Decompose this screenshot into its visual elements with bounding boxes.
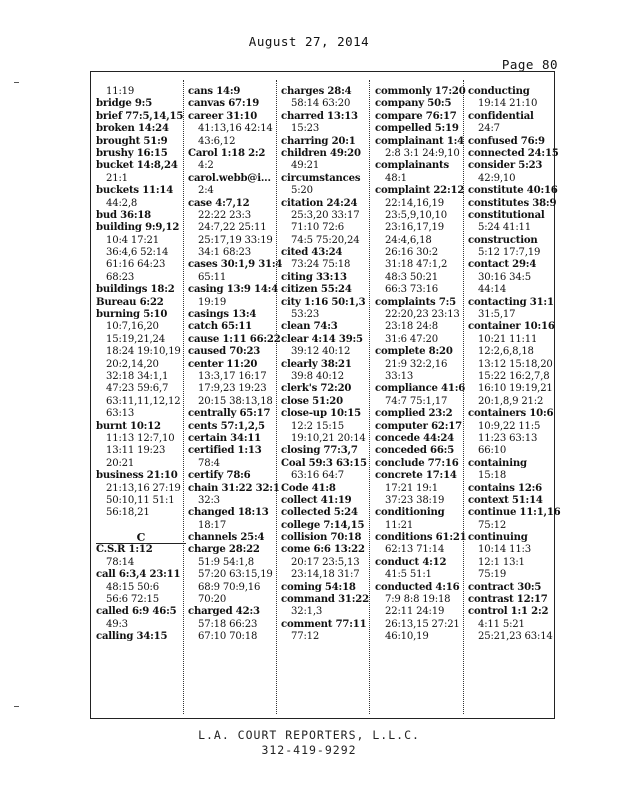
- index-term: charring 20:1: [281, 135, 356, 147]
- index-term: continue 11:1,16: [468, 507, 561, 519]
- index-line: 74:5 75:20,24: [291, 234, 360, 246]
- index-term: containers 10:6: [468, 408, 554, 420]
- index-line: 5:12 17:7,19: [478, 247, 541, 259]
- index-term: certified 1:13: [188, 445, 262, 457]
- index-line: 15:22 16:2,7,8: [478, 370, 550, 382]
- index-line: 33:13: [385, 370, 414, 382]
- index-line: 75:19: [478, 569, 507, 581]
- index-line: 18:17: [198, 519, 227, 531]
- index-term: career 31:10: [188, 110, 258, 122]
- index-term: call 6:3,4 23:11: [96, 569, 181, 581]
- index-line: 32:18 34:1,1: [106, 370, 169, 382]
- index-line: 19:10,21 20:14: [291, 432, 366, 444]
- index-term: concede 44:24: [375, 432, 454, 444]
- index-line: 15:23: [291, 123, 320, 135]
- index-term: brushy 16:15: [96, 147, 168, 159]
- index-line: 26:16 30:2: [385, 247, 438, 259]
- index-line: 48:15 50:6: [106, 581, 159, 593]
- index-term: constitute 40:16: [468, 185, 558, 197]
- index-term: concrete 17:14: [375, 470, 457, 482]
- index-frame: [90, 71, 561, 719]
- index-line: 12:2 15:15: [291, 420, 344, 432]
- index-term: calling 34:15: [96, 631, 168, 643]
- index-term: conducting: [468, 86, 530, 97]
- index-term: college 7:14,15: [281, 519, 365, 531]
- index-term: collected 5:24: [281, 507, 358, 519]
- index-line: 44:2,8: [106, 197, 138, 209]
- index-line: 11:13 12:7,10: [106, 432, 175, 444]
- index-line: 20:2,14,20: [106, 358, 159, 370]
- index-term: certify 78:6: [188, 470, 251, 482]
- index-line: 2:4: [198, 185, 214, 197]
- index-line: 23:18 24:8: [385, 321, 438, 333]
- index-line: 15:19,21,24: [106, 333, 165, 345]
- index-line: 24:7,22 25:11: [198, 222, 267, 234]
- index-term: centrally 65:17: [188, 408, 271, 420]
- index-term: containing: [468, 457, 527, 469]
- index-line: 23:16,17,19: [385, 222, 444, 234]
- index-line: 31:18 47:1,2: [385, 259, 448, 271]
- index-line: 13:3,17 16:17: [198, 370, 267, 382]
- index-term: conceded 66:5: [375, 445, 455, 457]
- index-term: citing 33:13: [281, 271, 347, 283]
- index-line: 50:10,11 51:1: [106, 494, 175, 506]
- section-letter: C: [96, 532, 186, 544]
- index-term: city 1:16 50:1,3: [281, 296, 366, 308]
- index-term: Carol 1:18 2:2: [188, 147, 266, 159]
- index-term: charges 28:4: [281, 86, 352, 97]
- index-term: bucket 14:8,24: [96, 160, 178, 172]
- index-line: 57:18 66:23: [198, 618, 258, 630]
- index-line: 5:20: [291, 185, 313, 197]
- index-line: 15:18: [478, 470, 507, 482]
- index-term: collect 41:19: [281, 494, 352, 506]
- index-term: clerk's 72:20: [281, 383, 352, 395]
- index-term: complied 23:2: [375, 408, 453, 420]
- index-term: children 49:20: [281, 147, 361, 159]
- index-line: 17:21 19:1: [385, 482, 438, 494]
- index-term: context 51:14: [468, 494, 543, 506]
- index-line: 10:21 11:11: [478, 333, 538, 345]
- index-line: 26:13,15 27:21: [385, 618, 460, 630]
- index-column-1: [96, 86, 186, 644]
- index-line: 25:17,19 33:19: [198, 234, 273, 246]
- index-line: 41:5 51:1: [385, 569, 432, 581]
- index-line: 16:10 19:19,21: [478, 383, 553, 395]
- index-column-2: [188, 86, 283, 644]
- index-term: command 31:22: [281, 594, 369, 606]
- index-line: 75:12: [478, 519, 507, 531]
- index-line: 24:4,6,18: [385, 234, 432, 246]
- index-term: building 9:9,12: [96, 222, 180, 234]
- index-term: caused 70:23: [188, 346, 261, 358]
- index-term: confused 76:9: [468, 135, 545, 147]
- index-term: commonly 17:20: [375, 86, 466, 97]
- index-line: 56:6 72:15: [106, 594, 159, 606]
- index-line: 4:2: [198, 160, 214, 172]
- index-term: complaint 22:12: [375, 185, 465, 197]
- index-term: C.S.R 1:12: [96, 544, 153, 556]
- index-line: 20:21: [106, 457, 135, 469]
- index-line: 21:1: [106, 172, 128, 184]
- index-line: 43:6,12: [198, 135, 236, 147]
- index-term: close-up 10:15: [281, 408, 361, 420]
- footer-phone: 312-419-9292: [261, 743, 357, 757]
- index-column-3: [281, 86, 371, 644]
- index-line: 10:4 17:21: [106, 234, 159, 246]
- index-line: 20:15 38:13,18: [198, 395, 273, 407]
- margin-mark: [14, 82, 19, 83]
- index-term: chain 31:22 32:1: [188, 482, 280, 494]
- index-term: contacting 31:1: [468, 296, 554, 308]
- index-term: canvas 67:19: [188, 98, 260, 110]
- index-term: clear 4:14 39:5: [281, 333, 363, 345]
- index-term: closing 77:3,7: [281, 445, 358, 457]
- index-line: 18:24 19:10,19: [106, 346, 181, 358]
- index-line: 56:18,21: [106, 507, 150, 519]
- index-line: 73:24 75:18: [291, 259, 351, 271]
- index-term: catch 65:11: [188, 321, 252, 333]
- index-line: 71:10 72:6: [291, 222, 344, 234]
- index-term: Bureau 6:22: [96, 296, 164, 308]
- index-term: buildings 18:2: [96, 284, 175, 296]
- index-term: cents 57:1,2,5: [188, 420, 265, 432]
- index-line: 53:23: [291, 309, 320, 321]
- index-term: coming 54:18: [281, 581, 356, 593]
- index-term: conditions 61:21: [375, 532, 467, 544]
- index-term: Coal 59:3 63:15: [281, 457, 367, 469]
- index-line: 63:16 64:7: [291, 470, 344, 482]
- margin-mark: [14, 706, 19, 707]
- index-column-4: [375, 86, 465, 644]
- index-term: called 6:9 46:5: [96, 606, 177, 618]
- index-term: channels 25:4: [188, 532, 265, 544]
- index-term: cases 30:1,9 31:4: [188, 259, 283, 271]
- footer-company: L.A. COURT REPORTERS, L.L.C.: [198, 728, 420, 742]
- index-term: confidential: [468, 110, 534, 122]
- index-line: 25:21,23 63:14: [478, 631, 553, 643]
- index-term: charred 13:13: [281, 110, 358, 122]
- index-line: 51:9 54:1,8: [198, 556, 254, 568]
- index-term: changed 18:13: [188, 507, 269, 519]
- index-line: 66:10: [478, 445, 507, 457]
- index-line: 2:8 3:1 24:9,10: [385, 147, 460, 159]
- index-term: Code 41:8: [281, 482, 336, 494]
- index-term: complete 8:20: [375, 346, 453, 358]
- index-line: 42:9,10: [478, 172, 516, 184]
- index-line: 12:1 13:1: [478, 556, 525, 568]
- index-column-5: [468, 86, 561, 644]
- index-term: bud 36:18: [96, 209, 151, 221]
- index-term: contrast 12:17: [468, 594, 548, 606]
- index-line: 41:13,16 42:14: [198, 123, 273, 135]
- index-term: citizen 55:24: [281, 284, 352, 296]
- index-line: 49:21: [291, 160, 320, 172]
- index-term: center 11:20: [188, 358, 258, 370]
- index-term: case 4:7,12: [188, 197, 250, 209]
- index-line: 13:11 19:23: [106, 445, 166, 457]
- index-line: 32:1,3: [291, 606, 323, 618]
- index-line: 10:9,22 11:5: [478, 420, 541, 432]
- index-line: 32:3: [198, 494, 220, 506]
- index-term: complainants: [375, 160, 449, 172]
- index-line: 68:9 70:9,16: [198, 581, 261, 593]
- index-line: 20:1,8,9 21:2: [478, 395, 544, 407]
- index-term: compelled 5:19: [375, 123, 459, 135]
- index-line: 63:13: [106, 408, 135, 420]
- index-line: 5:24 41:11: [478, 222, 531, 234]
- index-line: 44:14: [478, 284, 507, 296]
- index-line: 68:23: [106, 271, 135, 283]
- index-line: 39:8 40:12: [291, 370, 344, 382]
- index-term: conclude 77:16: [375, 457, 459, 469]
- index-term: complainant 1:4: [375, 135, 464, 147]
- index-line: 24:7: [478, 123, 500, 135]
- index-term: continuing: [468, 532, 528, 544]
- index-term: computer 62:17: [375, 420, 462, 432]
- index-term: business 21:10: [96, 470, 178, 482]
- index-line: 63:11,11,12,12: [106, 395, 181, 407]
- index-line: 78:14: [106, 556, 135, 568]
- index-line: 34:1 68:23: [198, 247, 251, 259]
- index-line: 31:5,17: [478, 309, 516, 321]
- index-term: casings 13:4: [188, 309, 257, 321]
- index-term: circumstances: [281, 172, 361, 184]
- index-line: 11:19: [106, 86, 135, 97]
- index-term: conduct 4:12: [375, 556, 447, 568]
- index-term: certain 34:11: [188, 432, 261, 444]
- index-term: construction: [468, 234, 538, 246]
- index-line: 57:20 63:15,19: [198, 569, 273, 581]
- index-line: 74:7 75:1,17: [385, 395, 448, 407]
- index-line: 48:1: [385, 172, 407, 184]
- index-term: cause 1:11 66:22: [188, 333, 281, 345]
- index-line: 19:19: [198, 296, 227, 308]
- index-line: 25:3,20 33:17: [291, 209, 360, 221]
- index-line: 78:4: [198, 457, 220, 469]
- index-line: 23:14,18 31:7: [291, 569, 360, 581]
- index-term: constitutes 38:9: [468, 197, 557, 209]
- index-term: complaints 7:5: [375, 296, 456, 308]
- index-term: citation 24:24: [281, 197, 358, 209]
- index-line: 39:12 40:12: [291, 346, 351, 358]
- index-term: cans 14:9: [188, 86, 241, 97]
- index-term: comment 77:11: [281, 618, 367, 630]
- index-line: 47:23 59:6,7: [106, 383, 169, 395]
- index-term: buckets 11:14: [96, 185, 174, 197]
- index-term: constitutional: [468, 209, 545, 221]
- index-line: 61:16 64:23: [106, 259, 166, 271]
- index-line: 48:3 50:21: [385, 271, 438, 283]
- index-line: 19:14 21:10: [478, 98, 538, 110]
- index-line: 22:11 24:19: [385, 606, 445, 618]
- index-term: close 51:20: [281, 395, 343, 407]
- index-line: 7:9 8:8 19:18: [385, 594, 451, 606]
- index-term: contact 29:4: [468, 259, 537, 271]
- index-term: consider 5:23: [468, 160, 543, 172]
- index-term: container 10:16: [468, 321, 555, 333]
- index-line: 49:3: [106, 618, 128, 630]
- index-term: clearly 38:21: [281, 358, 352, 370]
- index-line: 37:23 38:19: [385, 494, 445, 506]
- index-line: 12:2,6,8,18: [478, 346, 534, 358]
- header-date: August 27, 2014: [248, 34, 370, 49]
- index-term: connected 24:15: [468, 147, 559, 159]
- index-term: conducted 4:16: [375, 581, 460, 593]
- index-term: company 50:5: [375, 98, 452, 110]
- index-term: contract 30:5: [468, 581, 542, 593]
- index-line: 22:14,16,19: [385, 197, 444, 209]
- index-line: 11:21: [385, 519, 414, 531]
- index-line: 17:9,23 19:23: [198, 383, 267, 395]
- index-line: 36:4,6 52:14: [106, 247, 169, 259]
- index-line: 77:12: [291, 631, 320, 643]
- index-term: collision 70:18: [281, 532, 362, 544]
- index-term: compare 76:17: [375, 110, 457, 122]
- index-term: clean 74:3: [281, 321, 338, 333]
- index-term: come 6:6 13:22: [281, 544, 365, 556]
- index-term: casing 13:9 14:4: [188, 284, 279, 296]
- index-line: 13:12 15:18,20: [478, 358, 553, 370]
- index-line: 10:14 11:3: [478, 544, 531, 556]
- index-term: control 1:1 2:2: [468, 606, 549, 618]
- index-line: 67:10 70:18: [198, 631, 258, 643]
- index-line: 23:5,9,10,10: [385, 209, 448, 221]
- index-term: conditioning: [375, 507, 445, 519]
- index-term: charged 42:3: [188, 606, 260, 618]
- index-line: 21:13,16 27:19: [106, 482, 181, 494]
- index-term: compliance 41:6: [375, 383, 466, 395]
- index-line: 30:16 34:5: [478, 271, 531, 283]
- index-line: 4:11 5:21: [478, 618, 525, 630]
- index-term: contains 12:6: [468, 482, 542, 494]
- index-term: brief 77:5,14,15: [96, 110, 184, 122]
- index-term: brought 51:9: [96, 135, 168, 147]
- index-term: charge 28:22: [188, 544, 260, 556]
- index-term: carol.webb@i...: [188, 172, 271, 184]
- index-line: 66:3 73:16: [385, 284, 438, 296]
- index-term: burning 5:10: [96, 309, 168, 321]
- page-number: Page 80: [501, 57, 558, 72]
- index-line: 22:20,23 23:13: [385, 309, 460, 321]
- index-term: burnt 10:12: [96, 420, 161, 432]
- index-line: 65:11: [198, 271, 227, 283]
- index-term: bridge 9:5: [96, 98, 153, 110]
- index-line: 11:23 63:13: [478, 432, 538, 444]
- index-line: 10:7,16,20: [106, 321, 159, 333]
- index-line: 31:6 47:20: [385, 333, 438, 345]
- index-line: 62:13 71:14: [385, 544, 445, 556]
- index-line: 22:22 23:3: [198, 209, 251, 221]
- index-line: 46:10,19: [385, 631, 429, 643]
- index-line: 70:20: [198, 594, 227, 606]
- index-line: 21:9 32:2,16: [385, 358, 448, 370]
- index-line: 20:17 23:5,13: [291, 556, 360, 568]
- index-line: 58:14 63:20: [291, 98, 351, 110]
- index-term: cited 43:24: [281, 247, 343, 259]
- index-term: broken 14:24: [96, 123, 169, 135]
